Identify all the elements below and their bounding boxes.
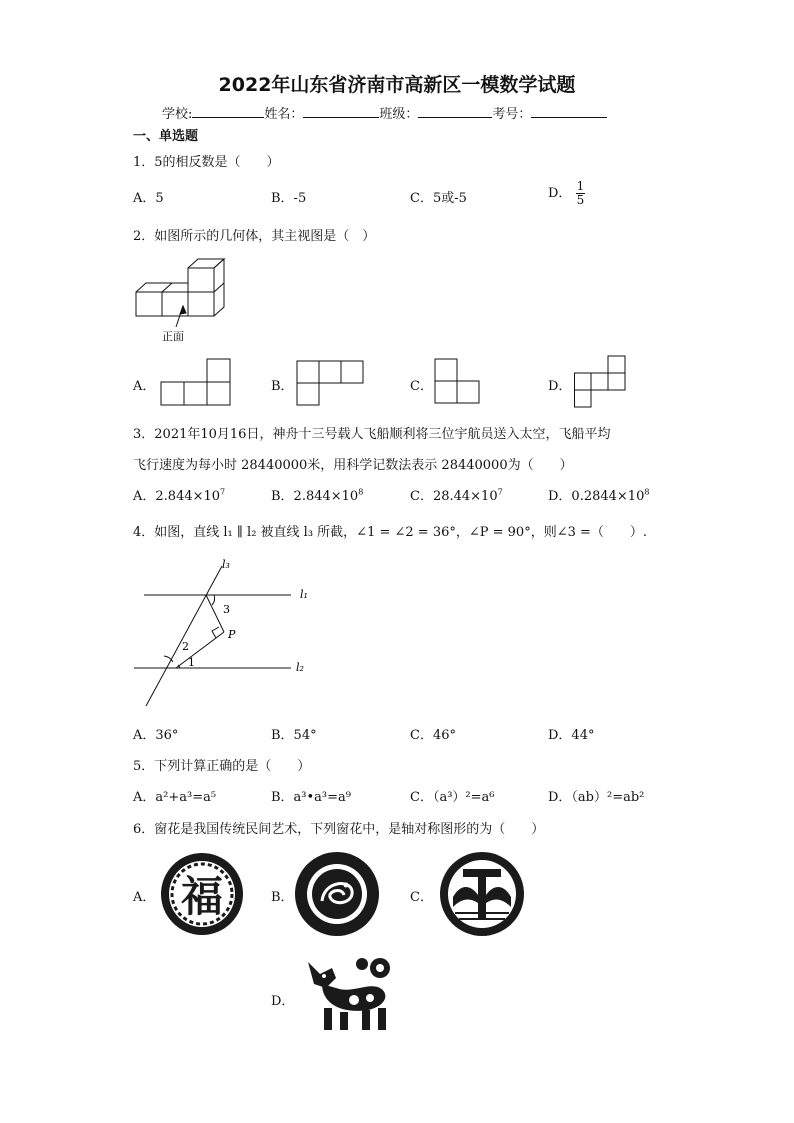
q1-option-c[interactable]: C．5或-5 [410, 191, 467, 206]
paper-cut-ox-image [302, 954, 396, 1034]
angle-3-label: 3 [223, 603, 230, 616]
fraction-numerator: 1 [576, 179, 585, 193]
question-6-stem: 6．窗花是我国传统民间艺术，下列窗花中，是轴对称图形的为（ ） [133, 822, 545, 837]
q2-option-d[interactable]: D． [548, 379, 572, 394]
angle-2-label: 2 [182, 640, 189, 653]
q1-option-d-label: D． [548, 186, 572, 201]
q6-option-a[interactable]: A． [133, 890, 156, 905]
q3-option-c-base: C．28.44×10 [410, 489, 498, 504]
paper-cut-dragon-image [294, 851, 380, 937]
line-l3-label: l₃ [222, 558, 230, 571]
q6-option-b[interactable]: B． [271, 890, 294, 905]
q3-option-d-base: D．0.2844×10 [548, 489, 645, 504]
question-4-stem: 4．如图，直线 l₁ ∥ l₂ 被直线 l₃ 所截，∠1 = ∠2 = 36°，∠P = 90°，则∠3 =（ ）. [133, 525, 648, 540]
fraction [576, 180, 586, 207]
question-5-stem: 5．下列计算正确的是（ ） [133, 759, 311, 774]
q5-option-b[interactable]: B．a³•a³=a⁹ [271, 790, 351, 805]
q3-option-b[interactable] [271, 485, 363, 504]
question-1-stem: 1．5的相反数是（ ） [133, 155, 280, 170]
q3-option-b-base: B．2.844×10 [271, 489, 359, 504]
page-title: 2022年山东省济南市高新区一模数学试题 [218, 74, 576, 96]
front-label: 正面 [162, 330, 184, 343]
q2-option-a-figure [160, 357, 234, 407]
name-blank[interactable] [303, 103, 379, 118]
student-info-row [162, 103, 607, 122]
q2-option-c[interactable]: C． [410, 379, 433, 394]
q4-option-a[interactable]: A．36° [133, 728, 179, 743]
question-2-stem: 2．如图所示的几何体，其主视图是（ ） [133, 229, 376, 244]
q3-option-c[interactable] [410, 485, 503, 504]
exponent: 8 [358, 487, 364, 497]
q3-option-a-base: A．2.844×10 [133, 489, 221, 504]
paper-cut-fu-image [159, 851, 245, 937]
angle-1-label: 1 [188, 656, 195, 669]
q5-option-d[interactable]: D．（ab）²=ab² [548, 790, 645, 805]
school-blank[interactable] [192, 103, 264, 118]
q4-option-b[interactable]: B．54° [271, 728, 317, 743]
question-3-line-2: 飞行速度为每小时 28440000米，用科学记数法表示 28440000为（ ） [133, 458, 573, 473]
q6-option-d[interactable]: D． [271, 994, 295, 1009]
parallel-lines-figure [128, 552, 328, 712]
q1-option-d[interactable] [548, 180, 585, 207]
q2-option-b[interactable]: B． [271, 379, 294, 394]
q5-option-c[interactable]: C．（a³）²=a⁶ [410, 790, 495, 805]
q2-option-b-figure [296, 360, 366, 408]
q2-option-d-figure [574, 355, 630, 409]
exam-no-label: 考号： [492, 107, 532, 122]
q4-option-c[interactable]: C．46° [410, 728, 456, 743]
fraction-denominator: 5 [576, 193, 585, 207]
solid-figure [130, 255, 230, 345]
q1-option-a[interactable]: A．5 [133, 191, 164, 206]
line-l1-label: l₁ [300, 588, 308, 601]
class-blank[interactable] [418, 103, 492, 118]
question-3-line-1: 3．2021年10月16日，神舟十三号载人飞船顺利将三位宇航员送入太空，飞船平均 [133, 427, 611, 442]
q6-option-c[interactable]: C． [410, 890, 433, 905]
q2-option-a[interactable]: A． [133, 379, 156, 394]
name-label: 姓名： [264, 107, 304, 122]
exam-no-blank[interactable] [531, 103, 607, 118]
section-heading: 一、单选题 [133, 129, 199, 144]
paper-cut-symmetric-image [437, 851, 527, 937]
point-p-label: P [228, 628, 236, 641]
q3-option-d[interactable] [548, 485, 649, 504]
q4-option-d[interactable]: D．44° [548, 728, 595, 743]
fu-character: 福 [180, 872, 224, 921]
q5-option-a[interactable]: A．a²+a³=a⁵ [133, 790, 217, 805]
q2-option-c-figure [434, 358, 484, 408]
line-l2-label: l₂ [296, 661, 304, 674]
exponent: 7 [497, 487, 503, 497]
exponent: 8 [644, 487, 650, 497]
q1-option-b[interactable]: B．-5 [271, 191, 307, 206]
class-label: 班级： [379, 107, 419, 122]
exponent: 7 [220, 487, 226, 497]
q3-option-a[interactable] [133, 485, 225, 504]
school-label: 学校: [162, 107, 193, 122]
